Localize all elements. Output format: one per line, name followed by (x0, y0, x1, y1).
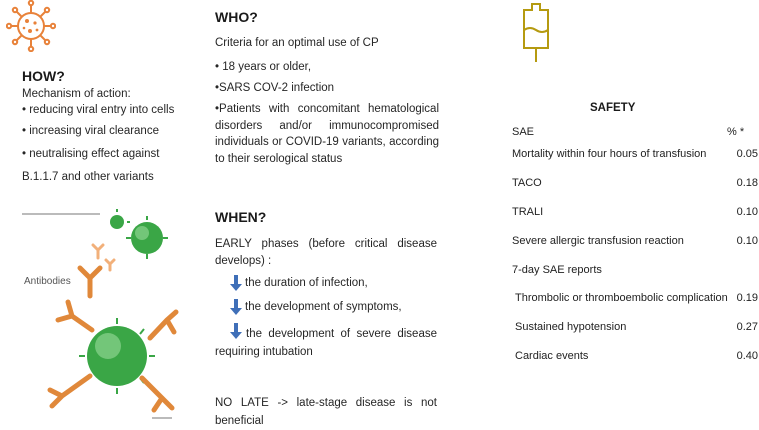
safety-row-label: Sustained hypotension (515, 321, 627, 333)
safety-row-label: TACO (512, 177, 542, 189)
seven-day-subheading: 7-day SAE reports (512, 264, 602, 276)
down-arrow-icon (230, 275, 242, 291)
iv-bag-icon (518, 0, 554, 62)
when-arrow-item: the development of severe disease requiring intubation (215, 328, 437, 358)
safety-row-value: 0.27 (736, 321, 758, 333)
antibody-virus-illustration (22, 208, 182, 420)
safety-row-label: Cardiac events (515, 350, 589, 362)
safety-row-value: 0.18 (736, 177, 758, 189)
who-heading: WHO? (215, 9, 258, 25)
safety-row-value: 0.19 (736, 292, 758, 304)
who-item: •Patients with concomitant hematological disorders and/or immunocompromised individuals or COVID-19 variants, according to their serological status (215, 103, 439, 165)
when-early: EARLY phases (before critical disease develops) : (215, 238, 437, 267)
percent-column-header: % * (727, 126, 745, 138)
how-item: • reducing viral entry into cells (22, 104, 175, 116)
who-item: • 18 years or older, (215, 61, 312, 73)
safety-row-label: TRALI (512, 206, 544, 218)
who-item: •SARS COV-2 infection (215, 82, 335, 94)
safety-row-value: 0.05 (736, 148, 758, 160)
when-arrow-item: the development of symptoms, (230, 299, 402, 315)
safety-row-label: Thrombolic or thromboembolic complication (515, 292, 728, 304)
who-criteria: Criteria for an optimal use of CP (215, 37, 379, 49)
when-heading: WHEN? (215, 209, 267, 225)
safety-row-value: 0.10 (736, 235, 758, 247)
when-arrow-item: the duration of infection, (230, 275, 368, 291)
safety-title: SAFETY (590, 102, 636, 114)
how-heading: HOW? (22, 68, 65, 84)
down-arrow-icon (230, 299, 242, 315)
mechanism-label: Mechanism of action: (22, 88, 131, 100)
antibodies-label: Antibodies (24, 276, 71, 287)
safety-row-label: Mortality within four hours of transfusion (512, 148, 707, 160)
no-late-note: NO LATE -> late-stage disease is not beneficial (215, 397, 437, 427)
virus-icon (6, 0, 56, 52)
how-item: B.1.1.7 and other variants (22, 171, 154, 183)
sae-column-header: SAE (512, 126, 535, 138)
safety-row-value: 0.40 (736, 350, 758, 362)
how-item: • neutralising effect against (22, 148, 160, 160)
safety-row-label: Severe allergic transfusion reaction (512, 235, 684, 247)
how-item: • increasing viral clearance (22, 125, 159, 137)
safety-row-value: 0.10 (736, 206, 758, 218)
